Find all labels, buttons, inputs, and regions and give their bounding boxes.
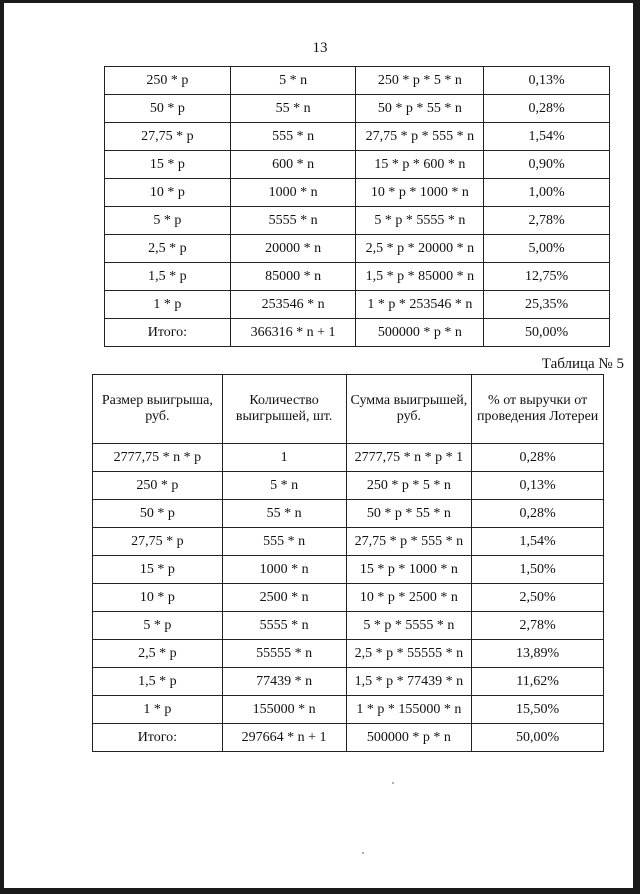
- table-row: [93, 612, 604, 640]
- revenue-percent-cell: 0,28%: [472, 444, 604, 472]
- prize-sum-cell: 2777,75 * n * р * 1: [346, 444, 472, 472]
- prize-amount-cell: 50 * р: [105, 95, 231, 123]
- table-row: [93, 472, 604, 500]
- prize-count-cell: 5555 * n: [222, 612, 346, 640]
- prize-count-cell: 85000 * n: [230, 263, 356, 291]
- prize-sum-cell: 5 * р * 5555 * n: [346, 612, 472, 640]
- column-header-prize-count: Количество выигрышей, шт.: [222, 375, 346, 444]
- prize-count-cell: 600 * n: [230, 151, 356, 179]
- table-row: [105, 235, 610, 263]
- prize-count-cell: 55555 * n: [222, 640, 346, 668]
- column-header-prize-amount: Размер выигрыша, руб.: [93, 375, 223, 444]
- table-row: [93, 444, 604, 472]
- prize-amount-cell: 2777,75 * n * р: [93, 444, 223, 472]
- prize-count-cell: 555 * n: [230, 123, 356, 151]
- prize-amount-cell: 10 * р: [105, 179, 231, 207]
- total-label-cell: Итого:: [105, 319, 231, 347]
- prize-count-cell: 5 * n: [222, 472, 346, 500]
- prize-sum-cell: 2,5 * р * 20000 * n: [356, 235, 484, 263]
- prize-amount-cell: 15 * р: [93, 556, 223, 584]
- table-row: [105, 67, 610, 95]
- prize-count-cell: 5555 * n: [230, 207, 356, 235]
- prize-amount-cell: 27,75 * р: [105, 123, 231, 151]
- revenue-percent-cell: 11,62%: [472, 668, 604, 696]
- prize-count-cell: 1000 * n: [222, 556, 346, 584]
- revenue-percent-cell: 25,35%: [484, 291, 610, 319]
- prize-amount-cell: 2,5 * р: [105, 235, 231, 263]
- prize-count-cell: 1: [222, 444, 346, 472]
- prize-count-cell: 55 * n: [222, 500, 346, 528]
- prize-amount-cell: 10 * р: [93, 584, 223, 612]
- prize-sum-cell: 27,75 * р * 555 * n: [356, 123, 484, 151]
- revenue-percent-cell: 0,28%: [472, 500, 604, 528]
- prize-sum-cell: 27,75 * р * 555 * n: [346, 528, 472, 556]
- prize-table-continued: [104, 66, 610, 347]
- prize-amount-cell: 1 * р: [93, 696, 223, 724]
- table-caption: Таблица № 5: [541, 356, 624, 372]
- prize-sum-cell: 5 * р * 5555 * n: [356, 207, 484, 235]
- prize-count-cell: 55 * n: [230, 95, 356, 123]
- prize-sum-cell: 15 * р * 600 * n: [356, 151, 484, 179]
- scan-border-bottom: [0, 888, 640, 894]
- revenue-percent-cell: 5,00%: [484, 235, 610, 263]
- scan-border-left: [0, 0, 4, 894]
- total-label-cell: Итого:: [93, 724, 223, 752]
- prize-sum-cell: 1 * р * 155000 * n: [346, 696, 472, 724]
- table-row: [93, 696, 604, 724]
- revenue-percent-cell: 13,89%: [472, 640, 604, 668]
- table-total-row: [93, 724, 604, 752]
- revenue-percent-cell: 0,28%: [484, 95, 610, 123]
- prize-table-5: [92, 374, 604, 752]
- prize-sum-cell: 15 * р * 1000 * n: [346, 556, 472, 584]
- column-header-prize-sum: Сумма выигрышей, руб.: [346, 375, 472, 444]
- revenue-percent-cell: 12,75%: [484, 263, 610, 291]
- prize-sum-cell: 1,5 * р * 77439 * n: [346, 668, 472, 696]
- column-header-revenue-percent: % от выручки от проведения Лотереи: [472, 375, 604, 444]
- scan-border-right: [633, 0, 640, 894]
- prize-amount-cell: 2,5 * р: [93, 640, 223, 668]
- prize-sum-cell: 50 * р * 55 * n: [356, 95, 484, 123]
- table-row: [105, 95, 610, 123]
- prize-count-cell: 5 * n: [230, 67, 356, 95]
- prize-sum-cell: 2,5 * р * 55555 * n: [346, 640, 472, 668]
- prize-count-cell: 77439 * n: [222, 668, 346, 696]
- table-row: [105, 151, 610, 179]
- total-count-cell: 297664 * n + 1: [222, 724, 346, 752]
- revenue-percent-cell: 1,50%: [472, 556, 604, 584]
- prize-sum-cell: 1 * р * 253546 * n: [356, 291, 484, 319]
- prize-count-cell: 253546 * n: [230, 291, 356, 319]
- prize-count-cell: 155000 * n: [222, 696, 346, 724]
- prize-amount-cell: 5 * р: [105, 207, 231, 235]
- prize-sum-cell: 1,5 * р * 85000 * n: [356, 263, 484, 291]
- total-percent-cell: 50,00%: [484, 319, 610, 347]
- prize-count-cell: 2500 * n: [222, 584, 346, 612]
- prize-amount-cell: 250 * р: [93, 472, 223, 500]
- scan-border-top: [0, 0, 640, 3]
- revenue-percent-cell: 1,00%: [484, 179, 610, 207]
- total-percent-cell: 50,00%: [472, 724, 604, 752]
- table-row: [93, 668, 604, 696]
- table-row: [105, 291, 610, 319]
- prize-sum-cell: 10 * р * 1000 * n: [356, 179, 484, 207]
- table-row: [93, 584, 604, 612]
- prize-sum-cell: 250 * р * 5 * n: [356, 67, 484, 95]
- prize-amount-cell: 50 * р: [93, 500, 223, 528]
- prize-amount-cell: 1,5 * р: [105, 263, 231, 291]
- scan-speck: [392, 782, 394, 784]
- table-row: [93, 556, 604, 584]
- revenue-percent-cell: 2,78%: [484, 207, 610, 235]
- total-sum-cell: 500000 * р * n: [356, 319, 484, 347]
- revenue-percent-cell: 0,13%: [472, 472, 604, 500]
- table-row: [105, 123, 610, 151]
- table-row: [105, 179, 610, 207]
- prize-amount-cell: 27,75 * р: [93, 528, 223, 556]
- table-header-row: [93, 375, 604, 444]
- prize-amount-cell: 15 * р: [105, 151, 231, 179]
- revenue-percent-cell: 2,50%: [472, 584, 604, 612]
- scan-speck: [362, 852, 364, 854]
- total-sum-cell: 500000 * р * n: [346, 724, 472, 752]
- revenue-percent-cell: 0,90%: [484, 151, 610, 179]
- revenue-percent-cell: 1,54%: [484, 123, 610, 151]
- prize-count-cell: 20000 * n: [230, 235, 356, 263]
- table-row: [105, 263, 610, 291]
- revenue-percent-cell: 1,54%: [472, 528, 604, 556]
- page-number: 13: [312, 40, 328, 56]
- table-total-row: [105, 319, 610, 347]
- prize-amount-cell: 5 * р: [93, 612, 223, 640]
- revenue-percent-cell: 2,78%: [472, 612, 604, 640]
- table-row: [93, 500, 604, 528]
- revenue-percent-cell: 15,50%: [472, 696, 604, 724]
- table-row: [93, 640, 604, 668]
- prize-amount-cell: 1,5 * р: [93, 668, 223, 696]
- prize-count-cell: 555 * n: [222, 528, 346, 556]
- total-count-cell: 366316 * n + 1: [230, 319, 356, 347]
- prize-sum-cell: 250 * р * 5 * n: [346, 472, 472, 500]
- prize-amount-cell: 250 * р: [105, 67, 231, 95]
- prize-sum-cell: 50 * р * 55 * n: [346, 500, 472, 528]
- table-row: [105, 207, 610, 235]
- prize-count-cell: 1000 * n: [230, 179, 356, 207]
- revenue-percent-cell: 0,13%: [484, 67, 610, 95]
- table-row: [93, 528, 604, 556]
- prize-sum-cell: 10 * р * 2500 * n: [346, 584, 472, 612]
- prize-amount-cell: 1 * р: [105, 291, 231, 319]
